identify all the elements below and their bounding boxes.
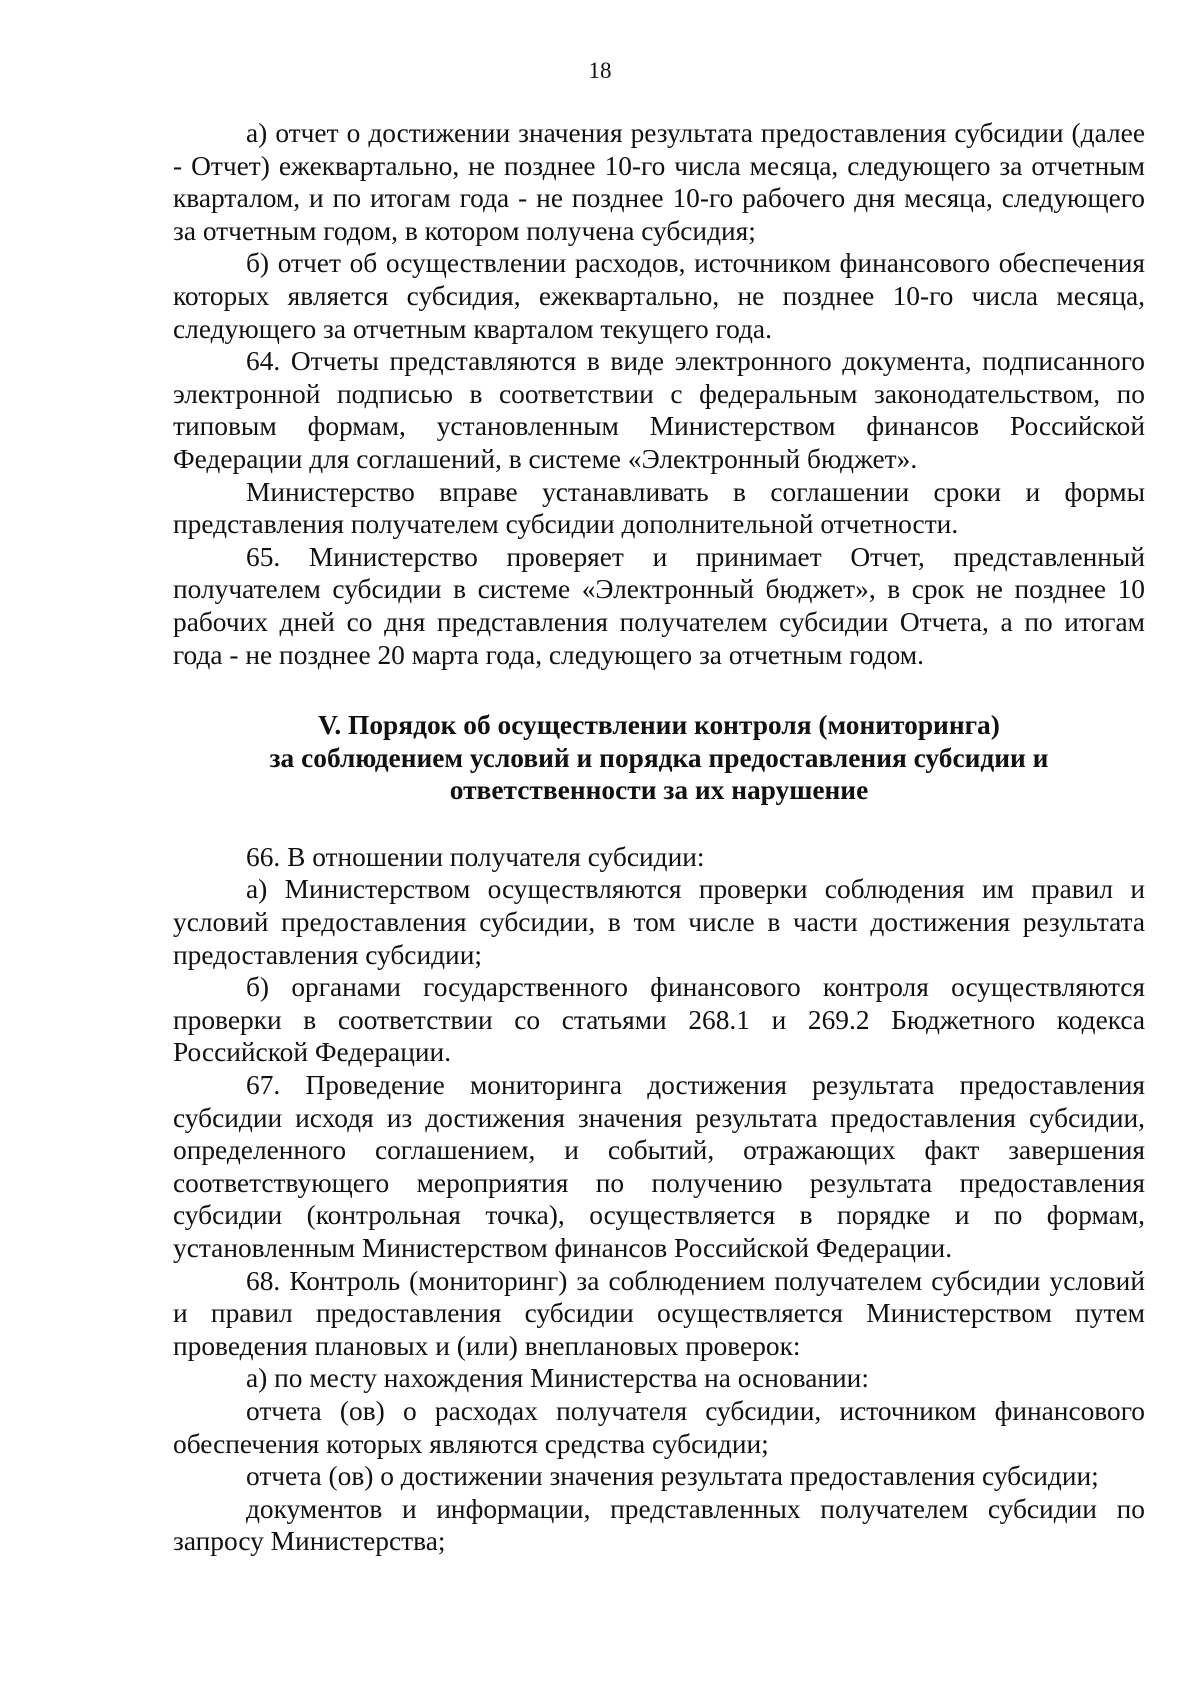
paragraph-66b: б) органами государственного финансового контроля осуществляются проверки в соответствии со статьями 268.1 и 269.2 Бюджетного кодекса Российской Федерации. [173,972,1145,1068]
section-heading-line-1: V. Порядок об осуществлении контроля (мониторинга) [318,710,1000,741]
page-number: 18 [588,58,612,83]
paragraph-66a: а) Министерством осуществляются проверки соблюдения им правил и условий предоставления субсидии, в том числе в части достижения результата предоставления субсидии; [173,874,1145,970]
paragraph-67: 67. Проведение мониторинга достижения результата предоставления субсидии исходя из достижения значения результата предоставления субсидии, определенного соглашением, и событий, отражающих факт завершения соответствующего мероприятия по получению результата предоставления субсидии (контрольная точка), осуществляется в порядке и по формам, установленным Министерством финансов Российской Федерации. [173,1070,1145,1263]
paragraph-68a-result-reports: отчета (ов) о достижении значения результата предоставления субсидии; [246,1461,1099,1492]
document-body [173,117,1145,1558]
paragraph-65: 65. Министерство проверяет и принимает Отчет, представленный получателем субсидии в системе «Электронный бюджет», в срок не позднее 10 рабочих дней со дня представления получателем субсидии Отчета, а по итогам года - не позднее 20 марта года, следующего за отчетным годом. [173,541,1145,670]
paragraph-68a: а) по месту нахождения Министерства на основании: [246,1363,869,1394]
paragraph-63a: а) отчет о достижении значения результата предоставления субсидии (далее - Отчет) ежеквартально, не позднее 10-го числа месяца, следующего за отчетным кварталом, и по итогам года - не позднее 10-го рабочего дня месяца, следующего за отчетным годом, в котором получена субсидия; [173,118,1145,246]
paragraph-68: 68. Контроль (мониторинг) за соблюдением получателем субсидии условий и правил предоставления субсидии осуществляется Министерством путем проведения плановых и (или) внеплановых проверок: [173,1265,1145,1361]
paragraph-64: 64. Отчеты представляются в виде электронного документа, подписанного электронной подписью в соответствии с федеральным законодательством, по типовым формам, установленным Министерством финансов Российской Федерации для соглашений, в системе «Электронный бюджет». [173,346,1145,474]
paragraph-68a-expense-reports: отчета (ов) о расходах получателя субсидии, источником финансового обеспечения которых являются средства субсидии; [173,1395,1145,1459]
paragraph-68a-documents: документов и информации, представленных получателем субсидии по запросу Министерства; [173,1493,1145,1557]
paragraph-64-additional: Министерство вправе устанавливать в соглашении сроки и формы представления получателем субсидии дополнительной отчетности. [173,476,1145,540]
paragraph-63b: б) отчет об осуществлении расходов, источником финансового обеспечения которых является субсидия, ежеквартально, не позднее 10-го числа месяца, следующего за отчетным кварталом текущего года. [173,248,1145,344]
paragraph-66: 66. В отношении получателя субсидии: [246,841,705,872]
section-heading-line-2: за соблюдением условий и порядка предоставления субсидии и [269,742,1049,773]
section-heading-line-3: ответственности за их нарушение [449,775,869,806]
section-heading [173,709,1145,807]
